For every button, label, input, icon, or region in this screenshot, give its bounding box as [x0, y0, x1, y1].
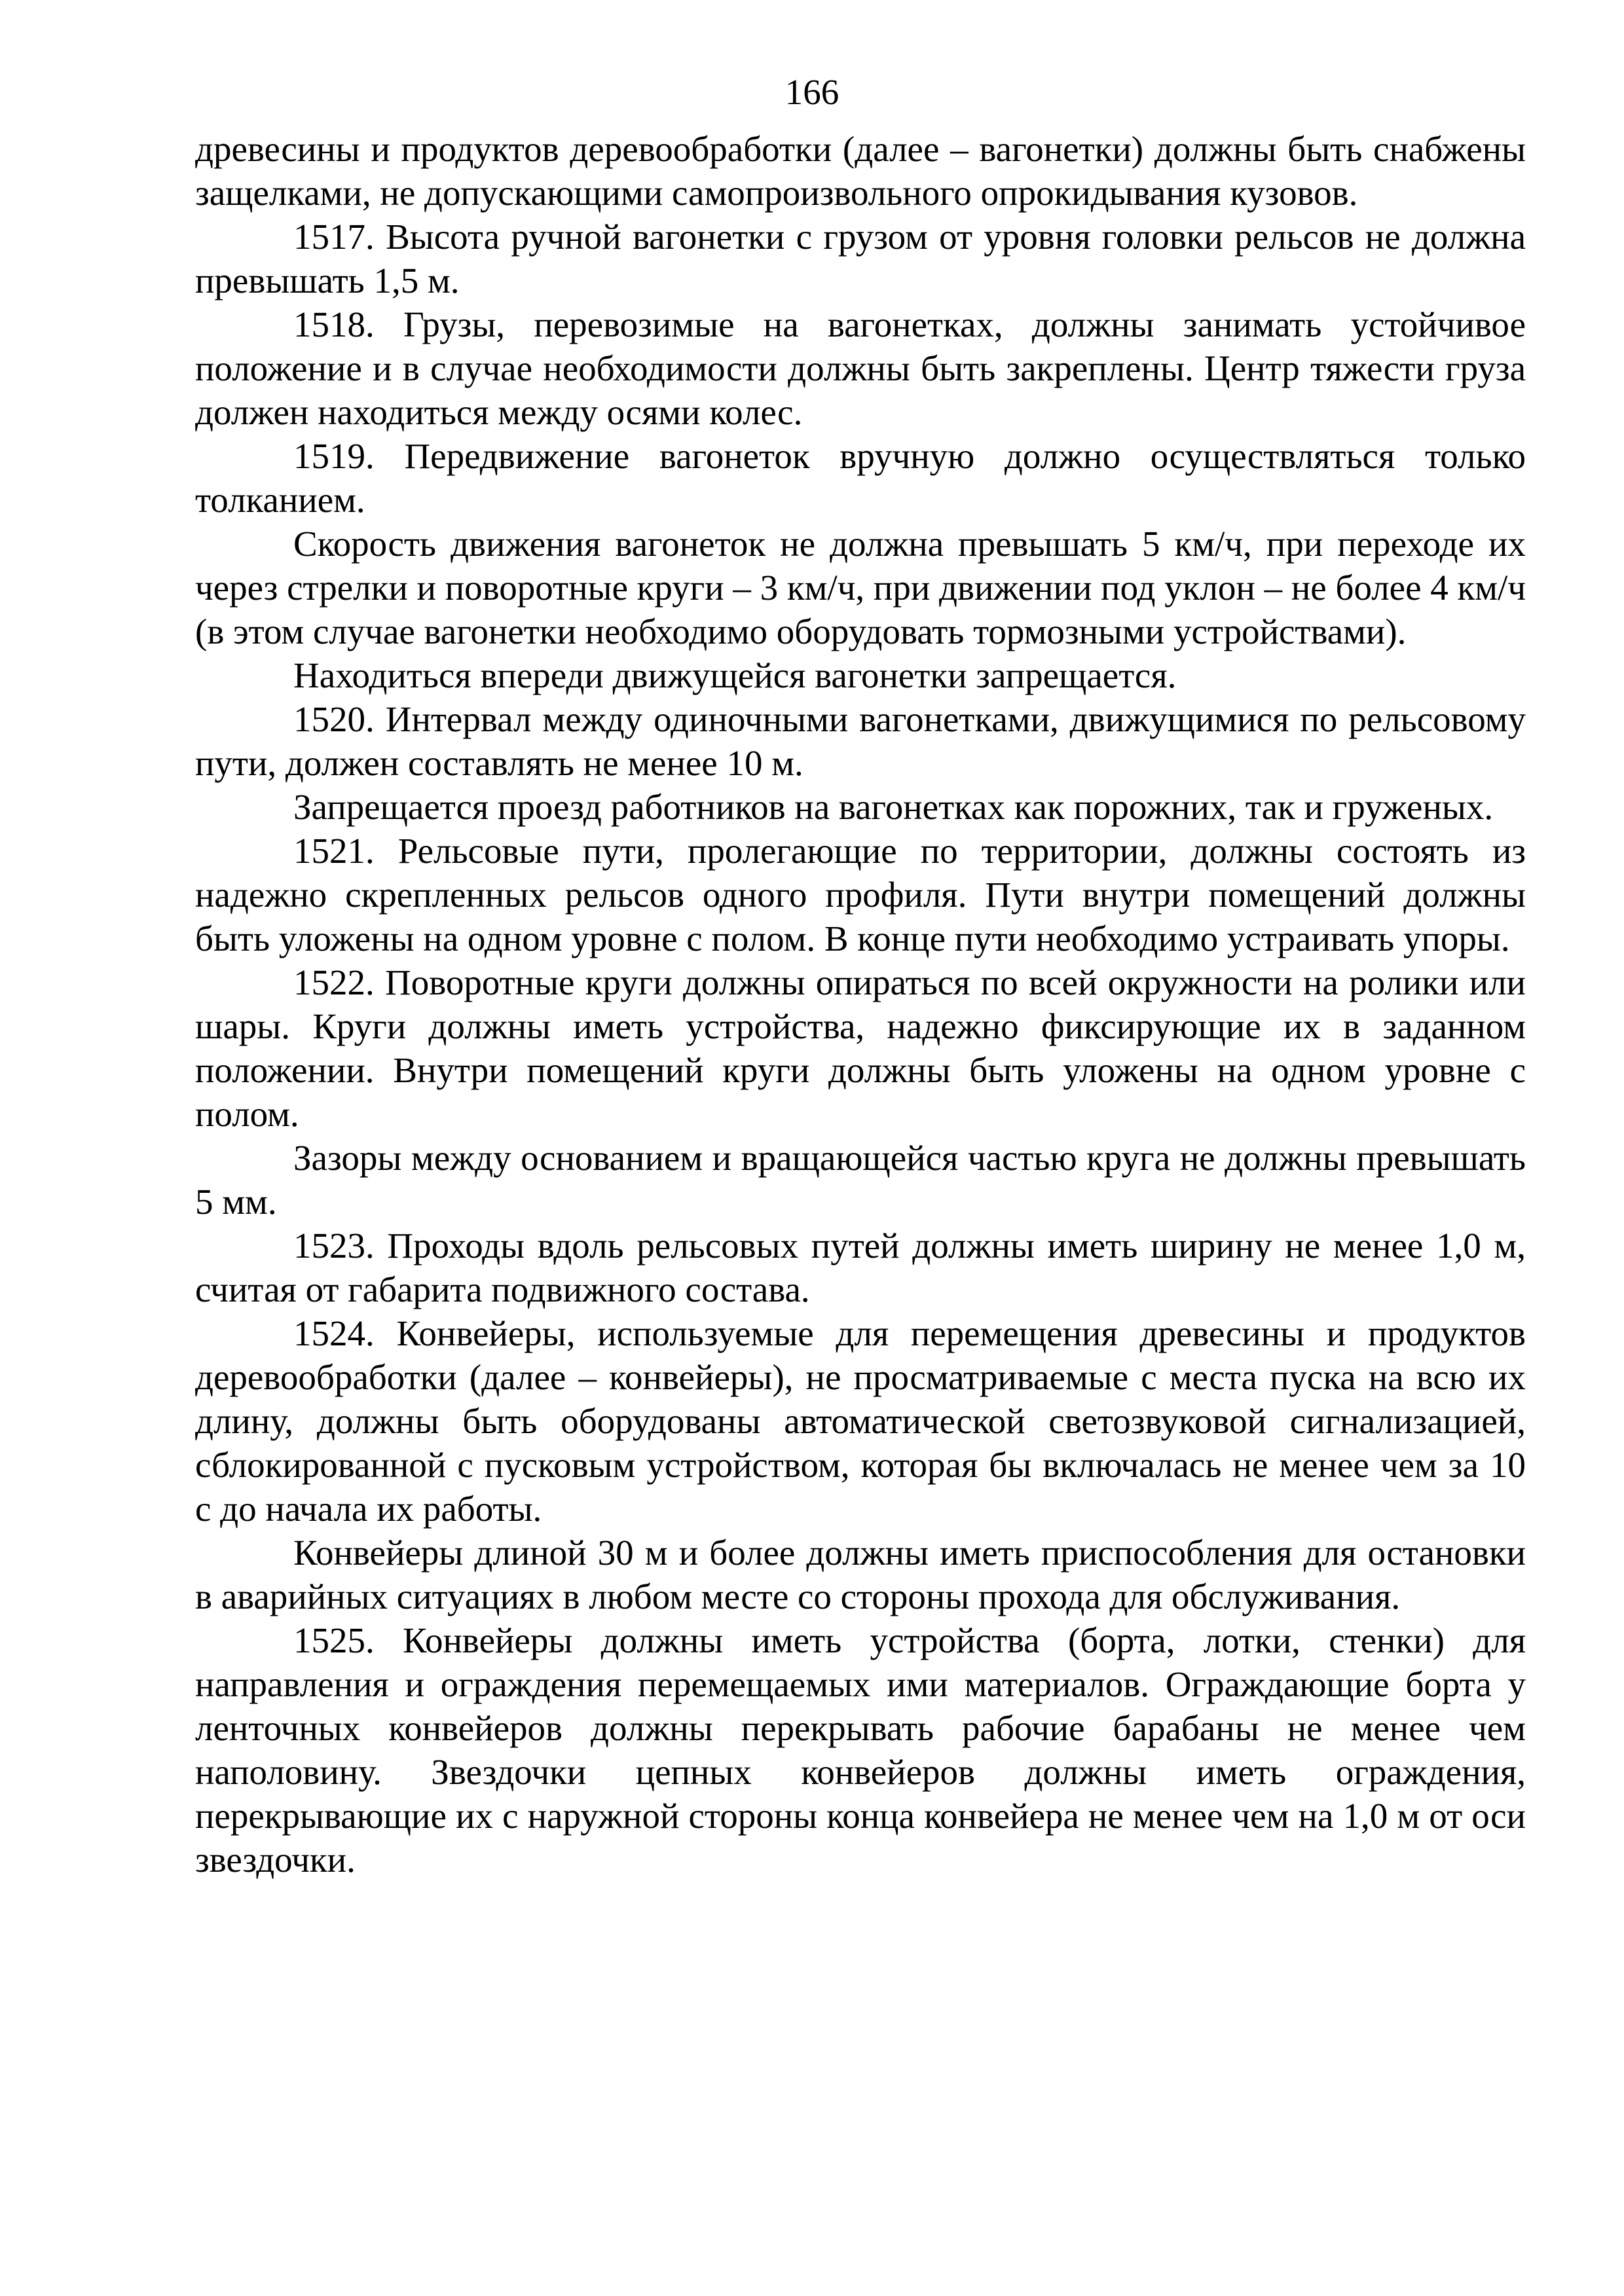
- paragraph-1524: 1524. Конвейеры, используемые для перемещения древесины и продуктов деревообработки (далее – конвейеры), не просматриваемые с места пуска на всю их длину, должны быть оборудованы автоматической светозвуковой сигнализацией, сблокированной с пусковым устройством, которая бы включалась не менее чем за 10 с до начала их работы.: [195, 1313, 1526, 1529]
- paragraph-1519-prohibition: Находиться впереди движущейся вагонетки запрещается.: [293, 655, 1177, 695]
- paragraph-1518: 1518. Грузы, перевозимые на вагонетках, должны занимать устойчивое положение и в случае необходимости должны быть закреплены. Центр тяжести груза должен находиться между осями колес.: [195, 304, 1526, 432]
- paragraph-1517: 1517. Высота ручной вагонетки с грузом от уровня головки рельсов не должна превышать 1,5 м.: [195, 217, 1526, 301]
- paragraph-1525: 1525. Конвейеры должны иметь устройства (борта, лотки, стенки) для направления и ограждения перемещаемых ими материалов. Ограждающие борта у ленточных конвейеров должны перекрывать рабочие барабаны не менее чем наполовину. Звездочки цепных конвейеров должны иметь ограждения, перекрывающие их с наружной стороны конца конвейера не менее чем на 1,0 м от оси звездочки.: [195, 1620, 1526, 1880]
- paragraph-1520: 1520. Интервал между одиночными вагонетками, движущимися по рельсовому пути, должен составлять не менее 10 м.: [195, 699, 1526, 783]
- paragraph-continuation: древесины и продуктов деревообработки (далее – вагонетки) должны быть снабжены защелками, не допускающими самопроизвольного опрокидывания кузовов.: [195, 129, 1526, 213]
- paragraph-1523: 1523. Проходы вдоль рельсовых путей должны иметь ширину не менее 1,0 м, считая от габарита подвижного состава.: [195, 1226, 1526, 1309]
- paragraph-1522-gaps: Зазоры между основанием и вращающейся частью круга не должны превышать 5 мм.: [195, 1138, 1526, 1222]
- paragraph-1519-speed: Скорость движения вагонеток не должна превышать 5 км/ч, при переходе их через стрелки и поворотные круги – 3 км/ч, при движении под уклон – не более 4 км/ч (в этом случае вагонетки необходимо оборудовать тормозными устройствами).: [195, 524, 1526, 651]
- paragraph-1520-prohibition: Запрещается проезд работников на вагонетках как порожних, так и груженых.: [293, 787, 1494, 827]
- paragraph-1524-emergency: Конвейеры длиной 30 м и более должны иметь приспособления для остановки в аварийных ситуациях в любом месте со стороны прохода для обслуживания.: [195, 1533, 1526, 1616]
- page-number: 166: [784, 72, 840, 112]
- paragraph-1519: 1519. Передвижение вагонеток вручную должно осуществляться только толканием.: [195, 436, 1526, 520]
- paragraph-1521: 1521. Рельсовые пути, пролегающие по территории, должны состоять из надежно скрепленных рельсов одного профиля. Пути внутри помещений должны быть уложены на одном уровне с полом. В конце пути необходимо устраивать упоры.: [195, 831, 1526, 958]
- document-body: [195, 127, 1526, 1882]
- paragraph-1522: 1522. Поворотные круги должны опираться по всей окружности на ролики или шары. Круги должны иметь устройства, надежно фиксирующие их в заданном положении. Внутри помещений круги должны быть уложены на одном уровне с полом.: [195, 962, 1526, 1134]
